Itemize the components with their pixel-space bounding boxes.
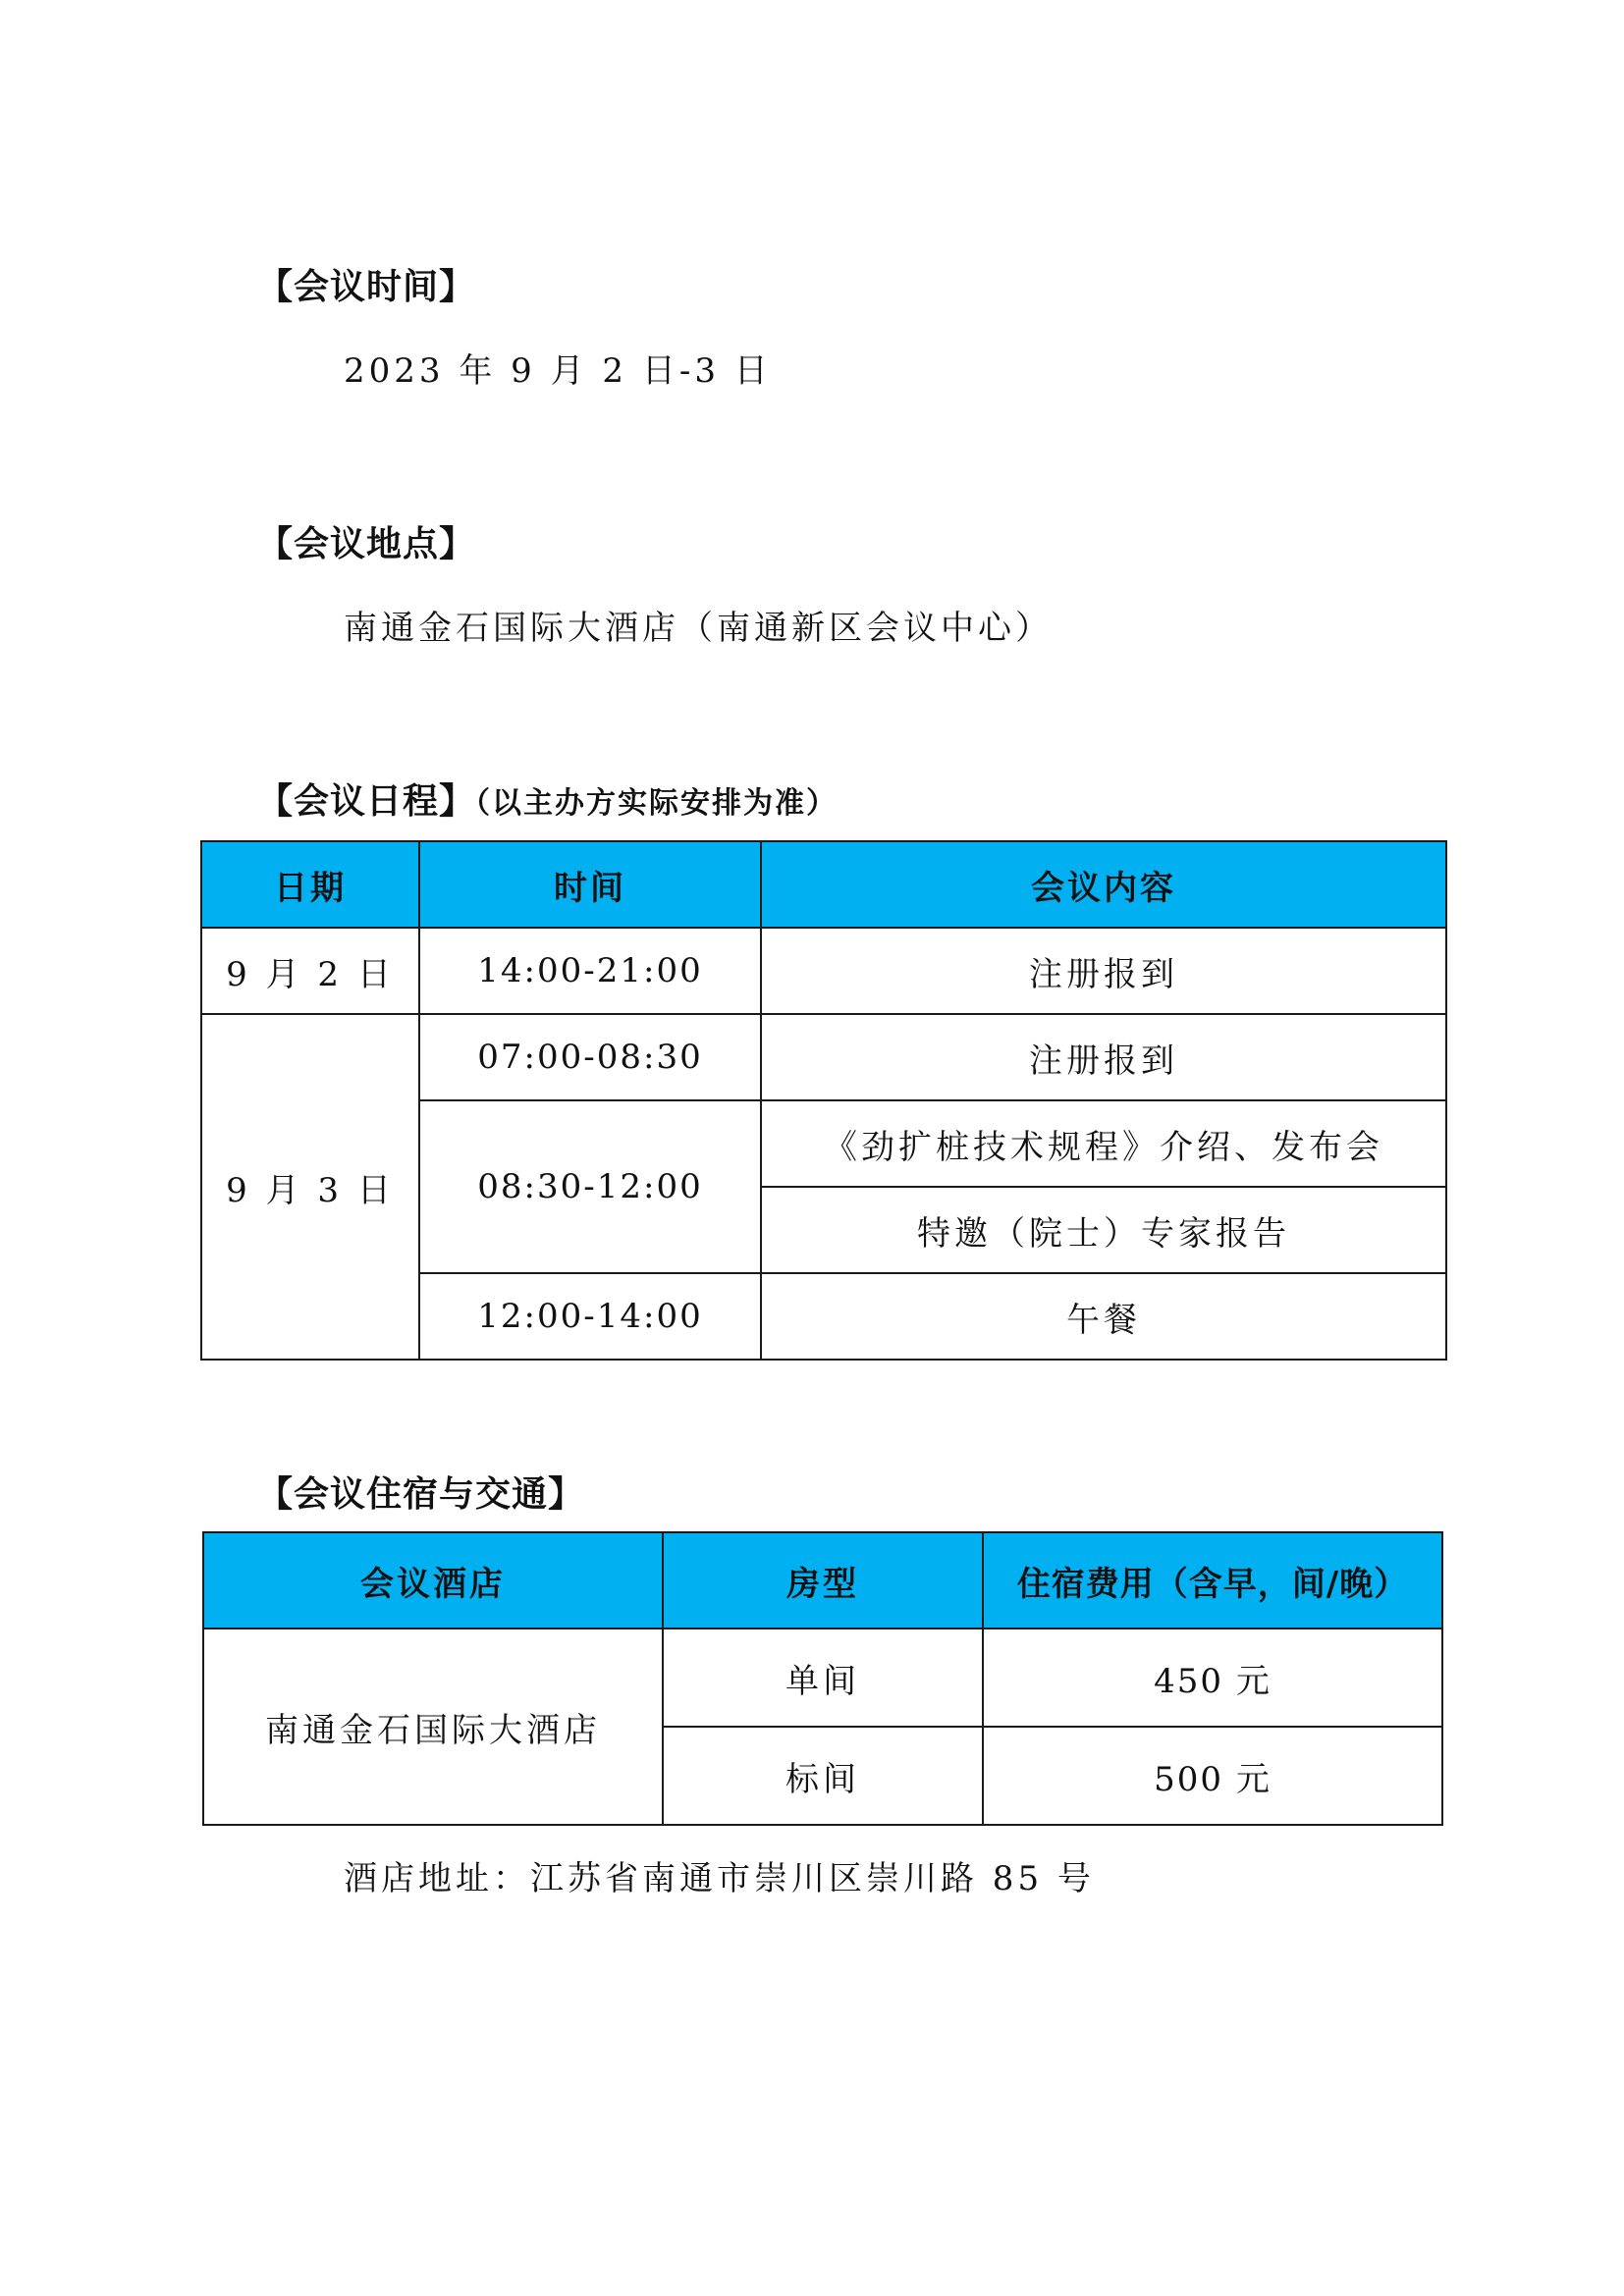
schedule-heading-text: 【会议日程】 [257, 781, 476, 822]
lodging-col-price: 住宿费用（含早，间/晚） [983, 1532, 1442, 1629]
room-type-cell: 单间 [663, 1629, 983, 1727]
schedule-time-cell: 12:00-14:00 [419, 1273, 761, 1360]
table-row [201, 928, 1446, 1014]
hotel-name-cell: 南通金石国际大酒店 [203, 1629, 663, 1825]
schedule-time-cell: 07:00-08:30 [419, 1014, 761, 1100]
room-price-cell: 500 元 [983, 1727, 1442, 1825]
schedule-time-cell: 14:00-21:00 [419, 928, 761, 1014]
schedule-header-row [201, 841, 1446, 928]
section-heading-schedule [257, 774, 838, 824]
lodging-header-row [203, 1532, 1442, 1629]
schedule-date-cell: 9 月 3 日 [201, 1014, 419, 1360]
schedule-content-cell: 注册报到 [761, 1014, 1446, 1100]
section-heading-time: 【会议时间】 [257, 267, 476, 307]
section-heading-venue: 【会议地点】 [257, 524, 476, 564]
schedule-date-cell: 9 月 2 日 [201, 928, 419, 1014]
meeting-venue: 南通金石国际大酒店（南通新区会议中心） [344, 609, 1053, 648]
schedule-content-cell: 注册报到 [761, 928, 1446, 1014]
room-type-cell: 标间 [663, 1727, 983, 1825]
table-row [203, 1629, 1442, 1727]
hotel-address: 酒店地址：江苏省南通市崇川区崇川路 85 号 [344, 1859, 1095, 1898]
schedule-col-date: 日期 [201, 841, 419, 928]
lodging-col-hotel: 会议酒店 [203, 1532, 663, 1629]
schedule-col-content: 会议内容 [761, 841, 1446, 928]
table-row [201, 1014, 1446, 1100]
room-price-cell: 450 元 [983, 1629, 1442, 1727]
section-heading-lodging: 【会议住宿与交通】 [257, 1474, 585, 1515]
schedule-content-cell: 《劲扩桩技术规程》介绍、发布会 [761, 1100, 1446, 1187]
schedule-table [200, 840, 1447, 1361]
schedule-note: （以主办方实际安排为准） [475, 786, 839, 821]
schedule-time-cell: 08:30-12:00 [419, 1100, 761, 1273]
lodging-table [202, 1531, 1443, 1826]
lodging-col-room-type: 房型 [663, 1532, 983, 1629]
meeting-date: 2023 年 9 月 2 日-3 日 [344, 351, 772, 391]
schedule-col-time: 时间 [419, 841, 761, 928]
schedule-content-cell: 特邀（院士）专家报告 [761, 1187, 1446, 1273]
schedule-content-cell: 午餐 [761, 1273, 1446, 1360]
